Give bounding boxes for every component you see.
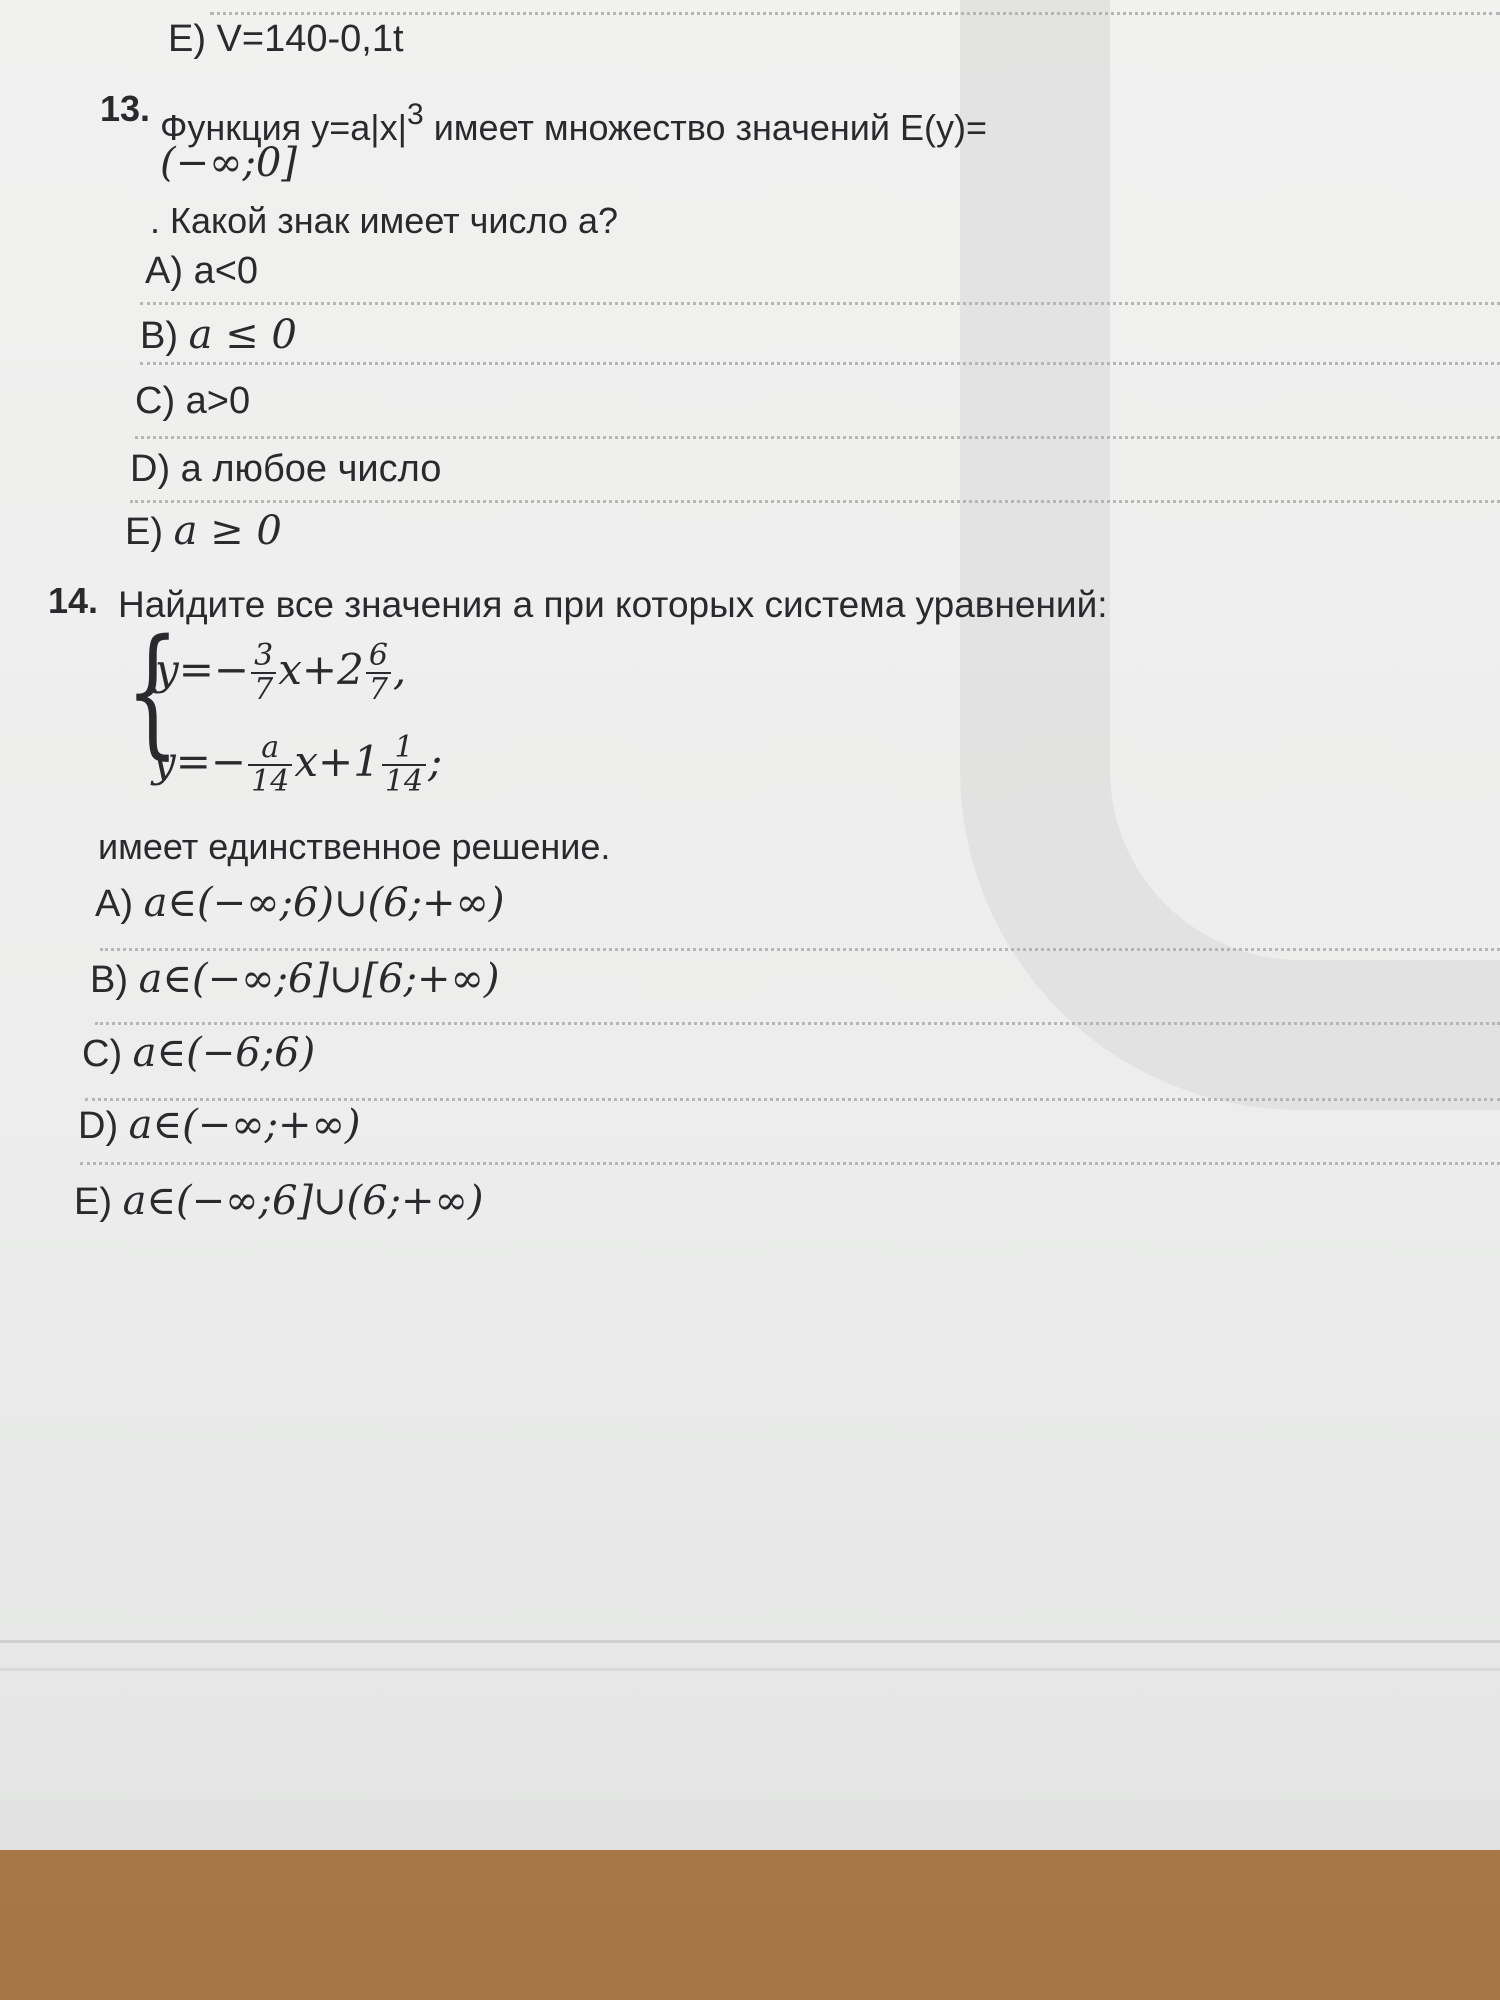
page-fold-line — [0, 1668, 1500, 1671]
option-text: a∈(−∞;6]∪[6;+∞) — [138, 956, 500, 1002]
watermark-logo — [960, 0, 1500, 1110]
question-13-question: . Какой знак имеет число a? — [150, 200, 618, 241]
page-fold-line — [0, 1640, 1500, 1643]
fraction — [248, 732, 292, 798]
dotted-rule — [95, 1022, 1500, 1025]
option-label: E) — [125, 511, 163, 553]
question-13-option-a[interactable] — [145, 250, 258, 293]
denominator: 14 — [251, 764, 290, 799]
question-14-option-c[interactable] — [82, 1030, 315, 1076]
dotted-rule — [130, 500, 1500, 503]
question-13-option-d[interactable] — [130, 448, 441, 491]
question-14-option-a[interactable] — [95, 880, 504, 926]
option-label: B) — [140, 315, 178, 357]
option-text: a ≤ 0 — [188, 312, 297, 358]
fraction — [382, 732, 426, 798]
fraction — [251, 640, 276, 706]
question-14-number: 14. — [48, 580, 99, 621]
fraction — [366, 640, 391, 706]
dotted-rule — [135, 436, 1500, 439]
equation-end: ; — [428, 737, 443, 786]
paper-bottom-edge — [0, 1800, 1500, 1850]
option-label: A) — [95, 883, 133, 925]
question-14-option-d[interactable] — [78, 1102, 361, 1148]
dotted-rule — [100, 948, 1500, 951]
question-13-option-c[interactable] — [135, 380, 250, 423]
option-text: a∈(−∞;6)∪(6;+∞) — [143, 880, 505, 926]
question-13-option-e[interactable] — [125, 508, 282, 554]
option-text: a<0 — [193, 250, 259, 292]
equation-mid: x+2 — [278, 645, 364, 694]
option-label: B) — [90, 959, 128, 1001]
question-14-option-b[interactable] — [90, 956, 499, 1002]
prev-option-e: E) V=140-0,1t — [168, 18, 404, 60]
option-text: a ≥ 0 — [173, 508, 282, 554]
denominator: 14 — [384, 764, 424, 799]
numerator: 1 — [382, 732, 426, 766]
option-label: A) — [145, 250, 183, 292]
option-text: a∈(−∞;6]∪(6;+∞) — [122, 1178, 484, 1224]
question-13-option-b[interactable] — [140, 312, 297, 358]
system-equation-2 — [152, 732, 442, 798]
equation-end: , — [392, 645, 407, 694]
denominator: 7 — [254, 672, 274, 707]
dotted-rule — [140, 362, 1500, 365]
question-13-exponent: 3 — [406, 98, 424, 131]
numerator: a — [248, 732, 292, 766]
question-14-title: Найдите все значения a при которых система уравнений: — [118, 584, 1108, 625]
question-13-number: 13. — [100, 88, 151, 129]
question-13-range-text: имеет множество значений E(y)= — [433, 107, 987, 148]
equation-lhs: y=− — [152, 737, 247, 786]
dotted-rule — [85, 1098, 1500, 1101]
system-brace: { — [125, 610, 180, 773]
option-text: a∈(−∞;+∞) — [128, 1102, 361, 1148]
dotted-rule — [210, 12, 1500, 15]
equation-mid: x+1 — [294, 737, 380, 786]
equation-lhs: y=− — [155, 645, 250, 694]
question-14-option-e[interactable] — [74, 1178, 483, 1224]
question-13-function: Функция y=a|x| — [160, 107, 407, 148]
question-13-range: (−∞;0] — [160, 140, 297, 186]
numerator: 3 — [251, 640, 276, 674]
dotted-rule — [140, 302, 1500, 305]
numerator: 6 — [366, 640, 391, 674]
denominator: 7 — [368, 672, 388, 707]
option-label: C) — [135, 380, 176, 422]
option-label: D) — [78, 1105, 119, 1147]
option-text: a любое число — [180, 448, 442, 490]
option-label: E) — [74, 1181, 112, 1223]
option-label: C) — [82, 1033, 123, 1075]
question-14-after: имеет единственное решение. — [98, 826, 611, 867]
option-label: D) — [130, 448, 171, 490]
dotted-rule — [80, 1162, 1500, 1165]
option-text: a>0 — [185, 380, 251, 422]
option-text: a∈(−6;6) — [132, 1030, 316, 1076]
system-equation-1 — [155, 640, 406, 706]
